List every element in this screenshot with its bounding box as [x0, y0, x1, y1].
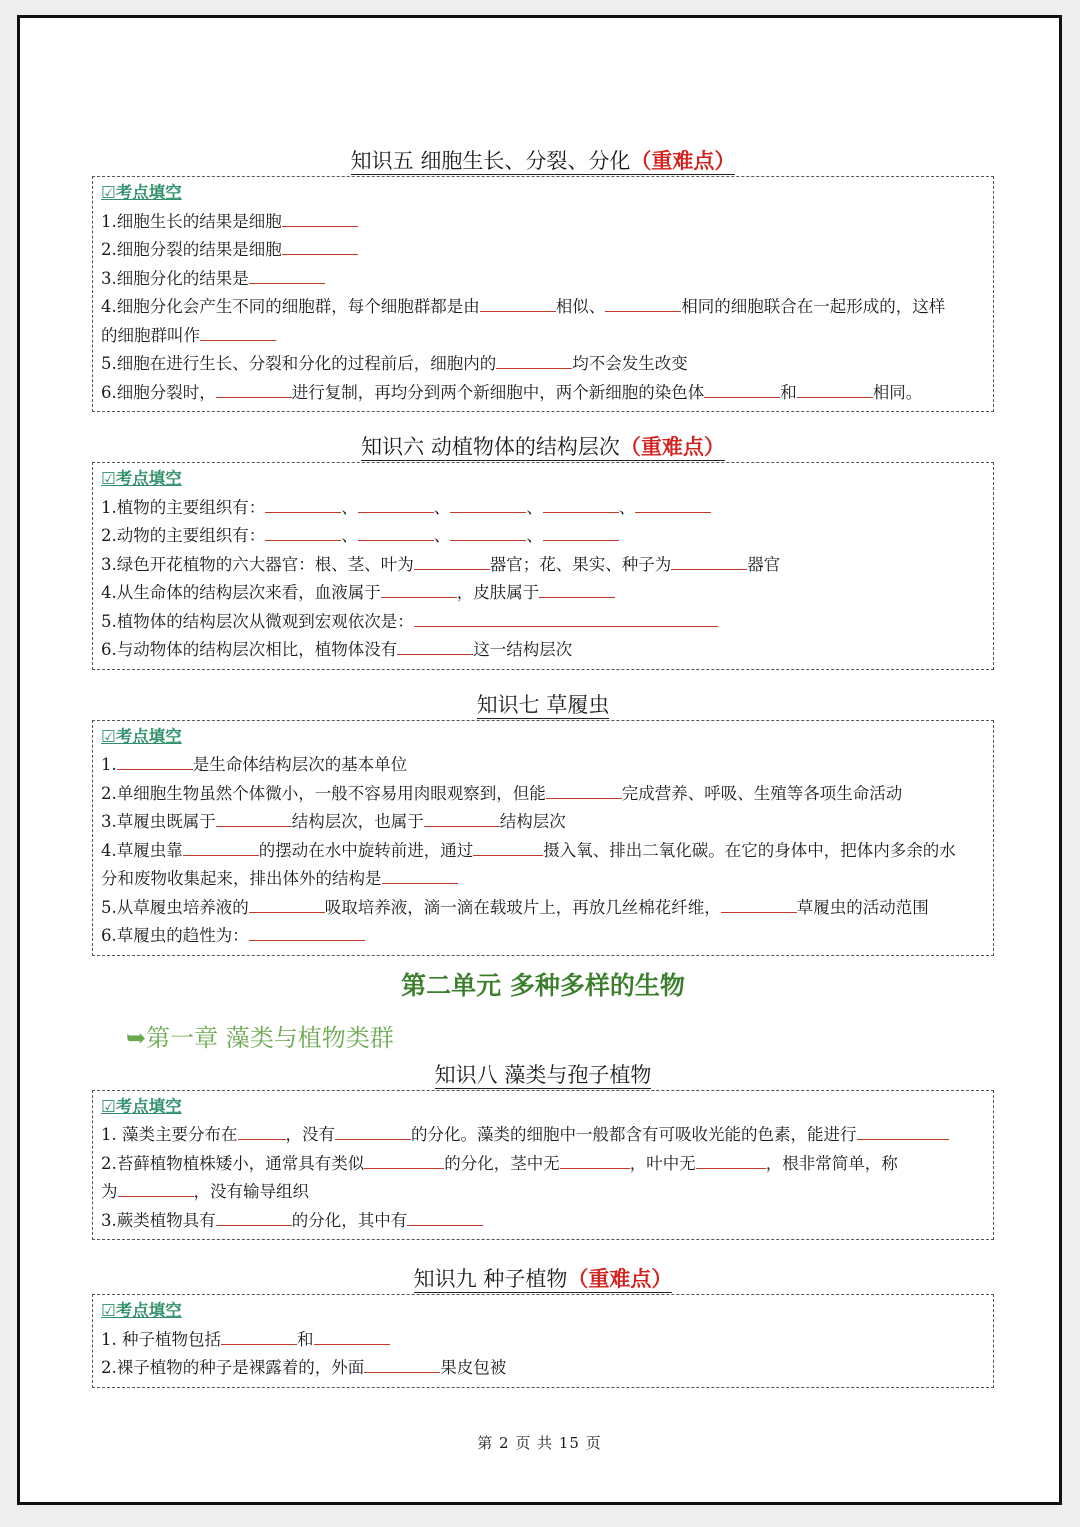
question-line: 3.绿色开花植物的六大器官：根、茎、叶为 器官；花、果实、种子为 器官 [101, 554, 781, 574]
section-title-5: 知识五 细胞生长、分裂、分化（重难点） [350, 149, 736, 173]
answer-blank[interactable] [496, 352, 572, 369]
answer-blank[interactable] [480, 295, 556, 312]
answer-blank[interactable] [282, 210, 358, 227]
question-line: 6.草履虫的趋性为： [101, 922, 985, 951]
question-line: 2.单细胞生物虽然个体微小，一般不容易用肉眼观察到，但能 完成营养、呼吸、生殖等各项生命活动 [101, 783, 903, 803]
key-tag: （重难点） [619, 435, 725, 459]
answer-blank[interactable] [704, 381, 780, 398]
answer-blank[interactable] [358, 524, 434, 541]
key-tag: （重难点） [567, 1267, 673, 1291]
answer-blank[interactable] [364, 1356, 440, 1373]
answer-blank[interactable] [424, 810, 500, 827]
question-line: 2.苔藓植物植株矮小，通常具有类似 的分化，茎中无 ，叶中无 ，根非常简单，称 [101, 1153, 898, 1173]
answer-blank[interactable] [473, 839, 543, 856]
answer-blank[interactable] [265, 496, 341, 513]
question-line: 为 ，没有输导组织 [101, 1182, 309, 1201]
answer-blank[interactable] [797, 381, 873, 398]
answer-blank[interactable] [358, 496, 434, 513]
answer-blank[interactable] [117, 753, 193, 770]
answer-blank[interactable] [450, 524, 526, 541]
answer-blank[interactable] [407, 1209, 483, 1226]
question-line: 5.从草履虫培养液的 吸取培养液，滴一滴在载玻片上，再放几丝棉花纤维， 草履虫的活动范围 [101, 897, 929, 917]
question-line: 2.细胞分裂的结果是细胞 [101, 236, 985, 265]
answer-blank[interactable] [265, 524, 341, 541]
chapter-title: ➥第一章 藻类与植物类群 [126, 1023, 394, 1052]
section-title-7: 知识七 草履虫 [476, 692, 610, 717]
answer-blank[interactable] [635, 496, 711, 513]
answer-blank[interactable] [221, 1328, 297, 1345]
answer-blank[interactable] [539, 581, 615, 598]
question-line: 1.细胞生长的结果是细胞 [101, 208, 985, 237]
fill-box-8 [92, 1090, 994, 1241]
answer-blank[interactable] [249, 924, 365, 941]
question-line: 4.从生命体的结构层次来看，血液属于 ，皮肤属于 [101, 579, 985, 608]
question-line: 3.蕨类植物具有 的分化，其中有 [101, 1207, 985, 1236]
answer-blank[interactable] [216, 1209, 292, 1226]
answer-blank[interactable] [857, 1123, 949, 1140]
fill-box-5 [92, 176, 994, 412]
question-line: 2.裸子植物的种子是裸露着的，外面 果皮包被 [101, 1358, 507, 1377]
answer-blank[interactable] [249, 267, 325, 284]
fill-label: ☑考点填空 [101, 1301, 182, 1320]
fill-box-7 [92, 720, 994, 956]
question-line: 1. 藻类主要分布在 ，没有 的分化。藻类的细胞中一般都含有可吸收光能的色素，能进行 [101, 1121, 985, 1150]
page [17, 15, 1062, 1505]
page-footer: 第 2 页 共 15 页 [477, 1434, 602, 1452]
answer-blank[interactable] [200, 324, 276, 341]
answer-blank[interactable] [335, 1123, 411, 1140]
question-line: 3.细胞分化的结果是 [101, 265, 985, 294]
answer-blank[interactable] [696, 1152, 766, 1169]
question-line: 6.与动物体的结构层次相比，植物体没有 这一结构层次 [101, 640, 573, 659]
question-line: 3.草履虫既属于 结构层次，也属于 结构层次 [101, 812, 566, 831]
question-line: 1. 种子植物包括 和 [101, 1326, 985, 1355]
section-title-8: 知识八 藻类与孢子植物 [434, 1062, 652, 1087]
answer-blank[interactable] [216, 810, 292, 827]
answer-blank[interactable] [249, 896, 325, 913]
fill-box-6 [92, 462, 994, 670]
answer-blank[interactable] [546, 782, 622, 799]
answer-blank[interactable] [414, 610, 718, 627]
answer-blank[interactable] [721, 896, 797, 913]
answer-blank[interactable] [671, 553, 747, 570]
content [92, 146, 994, 1388]
fill-label: ☑考点填空 [101, 469, 182, 488]
fill-box-9 [92, 1294, 994, 1388]
unit-title: 第二单元 多种多样的生物 [401, 970, 685, 1000]
question-line: 6.细胞分裂时， 进行复制，再均分到两个新细胞中，两个新细胞的染色体 和 相同。 [101, 382, 923, 402]
answer-blank[interactable] [450, 496, 526, 513]
section-title-6: 知识六 动植物体的结构层次（重难点） [361, 435, 725, 459]
answer-blank[interactable] [397, 638, 473, 655]
question-line: 4.草履虫靠 的摆动在水中旋转前进，通过 摄入氧、排出二氧化碳。在它的身体中，把体内多余的水 [101, 840, 956, 860]
answer-blank[interactable] [238, 1123, 286, 1140]
answer-blank[interactable] [314, 1328, 390, 1345]
question-line: 5.细胞在进行生长、分裂和分化的过程前后，细胞内的 均不会发生改变 [101, 354, 688, 373]
section-title-9: 知识九 种子植物（重难点） [413, 1267, 673, 1291]
answer-blank[interactable] [183, 839, 259, 856]
fill-label: ☑考点填空 [101, 726, 182, 746]
question-line: 1. 是生命体结构层次的基本单位 [101, 755, 408, 774]
question-line: 分和废物收集起来，排出体外的结构是 [101, 865, 985, 894]
question-line: 1.植物的主要组织有： 、 、 、 、 [101, 494, 985, 523]
question-line: 2.动物的主要组织有： 、 、 、 [101, 522, 985, 551]
key-tag: （重难点） [630, 149, 736, 173]
question-line: 4.细胞分化会产生不同的细胞群，每个细胞群都是由 相似、 相同的细胞联合在一起形成的，这样 [101, 297, 946, 316]
answer-blank[interactable] [382, 867, 458, 884]
question-line: 的细胞群叫作 [101, 322, 985, 351]
answer-blank[interactable] [543, 524, 619, 541]
answer-blank[interactable] [282, 238, 358, 255]
fill-label: ☑考点填空 [101, 183, 182, 202]
answer-blank[interactable] [216, 381, 292, 398]
answer-blank[interactable] [414, 553, 490, 570]
fill-label: ☑考点填空 [101, 1096, 182, 1116]
answer-blank[interactable] [364, 1152, 444, 1169]
question-line: 5.植物体的结构层次从微观到宏观依次是： [101, 608, 985, 637]
answer-blank[interactable] [605, 295, 681, 312]
answer-blank[interactable] [560, 1152, 630, 1169]
answer-blank[interactable] [543, 496, 619, 513]
answer-blank[interactable] [381, 581, 457, 598]
answer-blank[interactable] [118, 1180, 194, 1197]
